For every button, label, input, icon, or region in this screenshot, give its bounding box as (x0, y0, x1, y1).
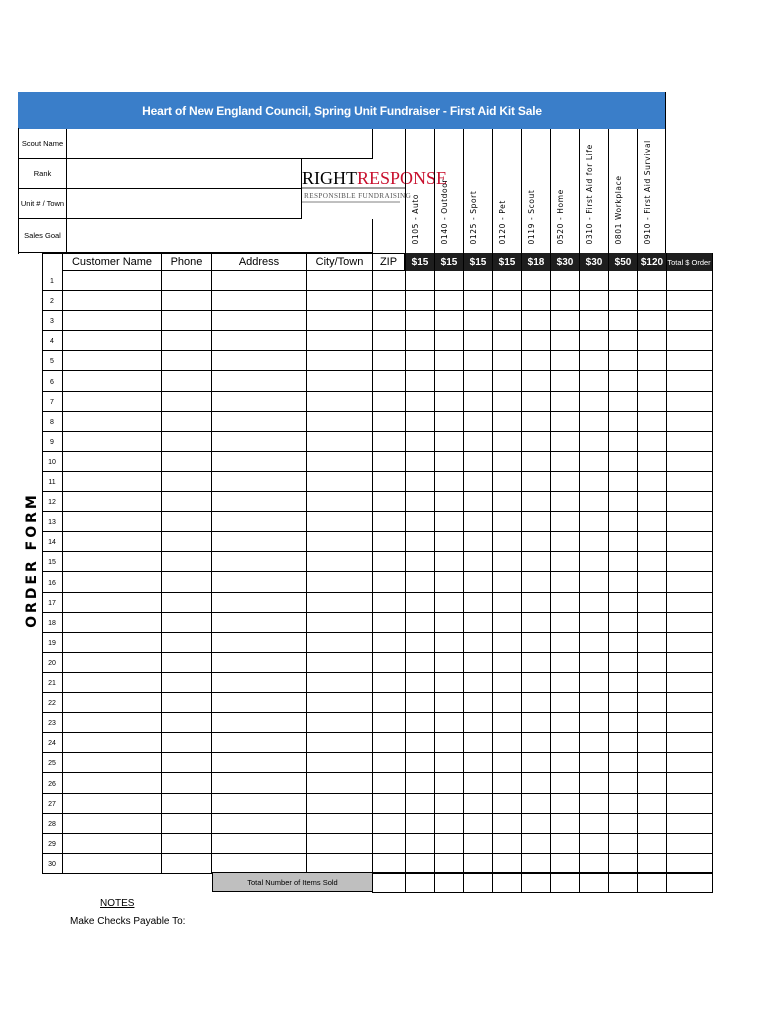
rank-label: Rank (18, 159, 67, 189)
product-price: $30 (579, 253, 608, 271)
row-number: 9 (50, 438, 54, 446)
row-number: 3 (50, 317, 54, 325)
grid-column-line (521, 253, 522, 874)
sales-goal-field[interactable] (67, 219, 373, 253)
total-items-cell[interactable] (405, 872, 435, 893)
order-row[interactable] (42, 412, 712, 432)
row-number: 11 (48, 478, 56, 486)
order-row[interactable] (42, 794, 712, 814)
info-left-border (18, 128, 19, 254)
row-number: 27 (48, 800, 56, 808)
order-row[interactable] (42, 472, 712, 492)
order-row[interactable] (42, 392, 712, 412)
row-number: 20 (48, 659, 56, 667)
grid-column-line (405, 253, 406, 874)
row-number: 12 (48, 498, 56, 506)
order-row[interactable] (42, 673, 712, 693)
total-items-cell[interactable] (666, 872, 713, 893)
product-price: $15 (463, 253, 492, 271)
row-number: 2 (50, 297, 54, 305)
row-number: 29 (48, 840, 56, 848)
product-header (637, 129, 666, 253)
product-header (608, 129, 637, 253)
total-items-cell[interactable] (608, 872, 638, 893)
col-zip: ZIP (372, 253, 405, 271)
grid-column-line (608, 253, 609, 874)
product-price: $15 (405, 253, 434, 271)
grid-column-line (372, 253, 373, 874)
order-row[interactable] (42, 271, 712, 291)
order-row[interactable] (42, 593, 712, 613)
order-row[interactable] (42, 532, 712, 552)
row-number: 28 (48, 820, 56, 828)
product-price: $15 (434, 253, 463, 271)
col-phone: Phone (161, 253, 212, 271)
grid-column-line (463, 253, 464, 874)
product-code: 0120 - Pet (498, 200, 507, 245)
row-number: 22 (48, 699, 56, 707)
order-row[interactable] (42, 432, 712, 452)
total-items-cell[interactable] (434, 872, 464, 893)
order-row[interactable] (42, 573, 712, 593)
grid-column-line (550, 253, 551, 874)
product-code: 0125 - Sport (469, 190, 478, 245)
product-code: 0801 Workplace (614, 175, 623, 245)
grid-column-line (42, 253, 43, 874)
grid-column-line (492, 253, 493, 874)
right-response-logo (302, 165, 448, 210)
order-row[interactable] (42, 512, 712, 532)
logo-text-response: RESPONSE (357, 168, 448, 188)
row-number: 14 (48, 538, 56, 546)
order-row[interactable] (42, 351, 712, 371)
row-number: 17 (48, 599, 56, 607)
logo-tagline: RESPONSIBLE FUNDRAISING (304, 192, 412, 200)
total-items-cell[interactable] (372, 872, 406, 893)
product-price: $120 (637, 253, 666, 271)
row-number: 16 (48, 579, 56, 587)
grid-column-line (306, 253, 307, 874)
order-row[interactable] (42, 653, 712, 673)
order-row[interactable] (42, 311, 712, 331)
product-price: $50 (608, 253, 637, 271)
product-header (463, 129, 492, 253)
row-number: 21 (48, 679, 56, 687)
row-number: 1 (50, 277, 54, 285)
order-row[interactable] (42, 774, 712, 794)
row-number: 19 (48, 639, 56, 647)
order-row[interactable] (42, 552, 712, 572)
product-header (492, 129, 521, 253)
order-row[interactable] (42, 854, 712, 874)
row-number: 6 (50, 378, 54, 386)
grid-column-line (211, 253, 212, 874)
checks-payable-label: Make Checks Payable To: (70, 916, 186, 927)
product-price: $18 (521, 253, 550, 271)
grid-column-line (666, 253, 667, 874)
product-header (521, 129, 550, 253)
product-header (579, 129, 608, 253)
order-row[interactable] (42, 733, 712, 753)
unit-town-label: Unit # / Town (18, 189, 67, 219)
order-row[interactable] (42, 753, 712, 773)
grid-column-line (637, 253, 638, 874)
total-items-cell[interactable] (492, 872, 522, 893)
row-number: 10 (48, 458, 56, 466)
grid-column-line (434, 253, 435, 874)
product-code: 0910 - First Aid Survival (643, 140, 652, 245)
grid-top-border (42, 253, 62, 254)
total-items-cell[interactable] (579, 872, 609, 893)
col-address: Address (211, 253, 307, 271)
order-row[interactable] (42, 814, 712, 834)
product-header-right-border (665, 92, 666, 253)
order-row[interactable] (42, 331, 712, 351)
product-header (434, 129, 463, 253)
sales-goal-label: Sales Goal (18, 219, 67, 253)
grid-column-line (712, 253, 713, 874)
total-items-sold-label: Total Number of Items Sold (212, 872, 373, 892)
grid-column-line (579, 253, 580, 874)
product-header (405, 129, 434, 253)
grid-column-line (62, 253, 63, 874)
grid-column-line (161, 253, 162, 874)
row-number: 15 (48, 558, 56, 566)
product-code: 0119 - Scout (527, 189, 536, 245)
col-city-town: City/Town (306, 253, 373, 271)
product-code: 0310 - First Aid for Life (585, 144, 594, 245)
product-code: 0140 - Outdoor (440, 178, 449, 245)
order-row[interactable] (42, 693, 712, 713)
product-price: $30 (550, 253, 579, 271)
rank-field[interactable] (67, 159, 302, 189)
total-items-cell[interactable] (637, 872, 667, 893)
row-number: 26 (48, 780, 56, 788)
row-number: 23 (48, 719, 56, 727)
row-number: 24 (48, 739, 56, 747)
order-row[interactable] (42, 713, 712, 733)
product-price: $15 (492, 253, 521, 271)
order-row[interactable] (42, 834, 712, 854)
logo-text-right: RIGHT (302, 168, 357, 188)
row-number: 8 (50, 418, 54, 426)
row-number: 30 (48, 860, 56, 868)
row-number: 7 (50, 398, 54, 406)
order-row[interactable] (42, 613, 712, 633)
row-number: 13 (48, 518, 56, 526)
row-number: 25 (48, 759, 56, 767)
col-total-order: Total $ Order (666, 253, 712, 271)
col-customer-name: Customer Name (62, 253, 162, 271)
product-code: 0105 - Auto (411, 193, 420, 245)
scout-name-field[interactable] (67, 129, 373, 159)
unit-town-field[interactable] (67, 189, 302, 219)
total-items-cell[interactable] (550, 872, 580, 893)
form-title: Heart of New England Council, Spring Unit Fundraiser - First Aid Kit Sale (18, 92, 666, 129)
order-form-side-label: ORDER FORM (24, 492, 40, 628)
order-row[interactable] (42, 452, 712, 472)
product-header (550, 129, 579, 253)
order-row[interactable] (42, 372, 712, 392)
row-number: 4 (50, 337, 54, 345)
product-code: 0520 - Home (556, 189, 565, 245)
notes-title: NOTES (100, 898, 135, 909)
total-items-cell[interactable] (463, 872, 493, 893)
scout-name-label: Scout Name (18, 129, 67, 159)
row-number: 5 (50, 357, 54, 365)
row-number: 18 (48, 619, 56, 627)
total-items-cell[interactable] (521, 872, 551, 893)
order-row[interactable] (42, 492, 712, 512)
order-row[interactable] (42, 633, 712, 653)
order-row[interactable] (42, 291, 712, 311)
